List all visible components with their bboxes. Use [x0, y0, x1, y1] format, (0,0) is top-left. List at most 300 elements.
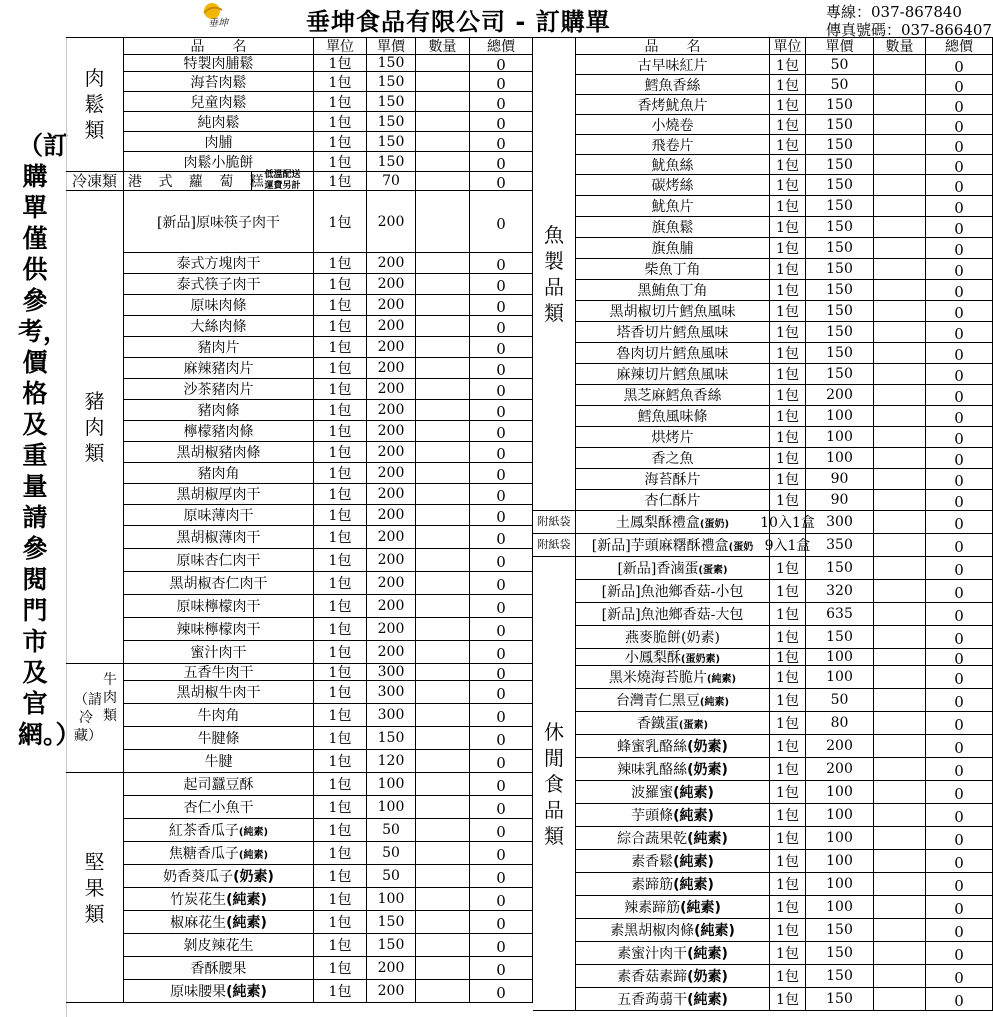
- unit-cell: 1包: [314, 295, 367, 316]
- price-cell: 150: [367, 112, 416, 132]
- price-cell: 200: [367, 484, 416, 505]
- product-name-text: [新品]魚池鄉香菇-大包: [601, 607, 744, 623]
- price-cell: 100: [806, 873, 874, 896]
- unit-cell: 1包: [314, 274, 367, 295]
- total-cell: 0: [470, 865, 533, 888]
- category-gift-bag-label: 附紙袋: [537, 515, 571, 528]
- right-table-row: [66, 427, 993, 448]
- product-name: [576, 490, 770, 511]
- total-cell: 0: [926, 735, 993, 758]
- diet-tag: (奶素): [687, 969, 728, 985]
- quantity-cell[interactable]: [874, 557, 926, 580]
- price-cell: 150: [806, 965, 874, 988]
- quantity-cell[interactable]: [874, 280, 926, 301]
- product-name-text: 塔香切片鱈魚風味: [616, 325, 729, 341]
- quantity-cell[interactable]: [874, 758, 926, 781]
- unit-cell: 1包: [314, 911, 367, 934]
- diet-tag: (純素): [238, 826, 269, 838]
- right-table-row: [66, 827, 993, 850]
- total-cell: 0: [470, 664, 533, 681]
- quantity-cell[interactable]: [874, 873, 926, 896]
- product-name-text: 竹炭花生: [170, 892, 227, 908]
- right-table-row: [66, 448, 993, 469]
- product-name: [576, 827, 770, 850]
- unit-cell: 1包: [770, 301, 806, 322]
- product-name-text: [新品]魚池鄉香菇-小包: [601, 584, 744, 600]
- product-name-text: 旗魚脯: [651, 241, 694, 257]
- quantity-cell[interactable]: [874, 988, 926, 1011]
- product-name: [576, 873, 770, 896]
- total-cell: 0: [470, 379, 533, 400]
- unit-cell: 1包: [314, 572, 367, 595]
- diet-tag: (純素): [226, 892, 267, 908]
- product-name-text: [新品]芋頭麻糬酥禮盒: [591, 538, 729, 554]
- product-name-text: 素蜜汁肉干: [617, 946, 688, 962]
- total-cell: 0: [926, 712, 993, 735]
- unit-cell: 1包: [770, 666, 806, 689]
- category-nuts-label: 堅果類: [84, 849, 105, 926]
- total-cell: 0: [926, 406, 993, 427]
- product-name-text: 奶香葵瓜子: [163, 869, 234, 885]
- product-name-text: 麻辣豬肉片: [183, 361, 254, 377]
- total-cell: 0: [926, 280, 993, 301]
- total-cell: 0: [470, 796, 533, 819]
- product-name: [576, 322, 770, 343]
- price-cell: 150: [806, 259, 874, 280]
- price-cell: 200: [367, 316, 416, 337]
- quantity-cell[interactable]: [874, 942, 926, 965]
- total-cell: 0: [470, 750, 533, 773]
- right-table-row: [66, 712, 993, 735]
- left-col-name-header: 品 名: [124, 37, 314, 55]
- product-name-text: 魷魚絲: [651, 157, 694, 174]
- unit-cell: 1包: [770, 873, 806, 896]
- price-cell: 300: [367, 681, 416, 704]
- total-cell: 0: [926, 175, 993, 196]
- quantity-cell[interactable]: [874, 965, 926, 988]
- total-cell: 0: [470, 980, 533, 1003]
- price-cell: 150: [367, 132, 416, 152]
- unit-cell: 1包: [770, 217, 806, 238]
- unit-cell: 1包: [314, 463, 367, 484]
- quantity-cell[interactable]: [874, 175, 926, 196]
- product-name-text: 杏仁小魚干: [183, 800, 254, 816]
- product-name-text: 辣味檸檬肉干: [176, 622, 261, 638]
- price-cell: 150: [806, 196, 874, 217]
- product-name-text: 烘烤片: [651, 430, 694, 446]
- unit-cell: 1包: [770, 712, 806, 735]
- total-cell: 0: [926, 626, 993, 649]
- total-cell: 0: [470, 819, 533, 842]
- unit-cell: 1包: [314, 980, 367, 1003]
- unit-cell: 1包: [314, 618, 367, 641]
- price-cell: 200: [367, 463, 416, 484]
- diet-tag: (蛋奶): [699, 518, 730, 530]
- total-cell: 0: [470, 112, 533, 132]
- unit-cell: 1包: [770, 896, 806, 919]
- quantity-cell[interactable]: [874, 364, 926, 385]
- price-cell: 100: [806, 827, 874, 850]
- hotline-number: 專線：037-867840: [826, 3, 962, 21]
- product-name: [576, 343, 770, 364]
- product-name: [576, 364, 770, 385]
- price-cell: 200: [367, 421, 416, 442]
- quantity-cell[interactable]: [874, 448, 926, 469]
- unit-cell: 1包: [314, 549, 367, 572]
- quantity-cell[interactable]: [874, 712, 926, 735]
- quantity-cell[interactable]: [874, 666, 926, 689]
- diet-tag: (純素): [673, 877, 714, 893]
- product-name-text: 素香鬆: [631, 854, 674, 870]
- product-name-text: 魷魚片: [651, 199, 694, 215]
- total-cell: 0: [470, 727, 533, 750]
- product-name-text: 旗魚鬆: [651, 220, 694, 236]
- side-note: （訂購單僅供參考，價格及重量請參閱門市及官網。）: [18, 131, 81, 749]
- price-cell: 80: [806, 712, 874, 735]
- quantity-cell[interactable]: [874, 689, 926, 712]
- price-cell: 200: [367, 295, 416, 316]
- product-name-text: 五香蒟蒻干: [617, 992, 688, 1008]
- right-table-row: [66, 804, 993, 827]
- product-name: [576, 689, 770, 712]
- product-name-text: 肉鬆小脆餅: [183, 154, 254, 171]
- quantity-cell[interactable]: [874, 301, 926, 322]
- category-frozen: [66, 172, 124, 191]
- category-beef-sub: 牛肉類: [103, 672, 117, 724]
- product-name-text: 海苔酥片: [644, 472, 701, 488]
- price-cell: 150: [367, 152, 416, 172]
- quantity-cell[interactable]: [874, 850, 926, 873]
- unit-cell: 1包: [314, 72, 367, 92]
- price-cell: 100: [367, 796, 416, 819]
- diet-tag: (純素): [687, 992, 728, 1008]
- product-name-text: 海苔肉鬆: [190, 74, 247, 91]
- quantity-cell[interactable]: [874, 896, 926, 919]
- right-table-row: [66, 175, 993, 196]
- product-name: [576, 649, 770, 666]
- unit-cell: 1包: [314, 379, 367, 400]
- unit-cell: 1包: [770, 238, 806, 259]
- quantity-cell[interactable]: [874, 469, 926, 490]
- product-name: [576, 666, 770, 689]
- quantity-cell[interactable]: [874, 115, 926, 135]
- product-name-text: 小鳳梨酥: [624, 650, 681, 666]
- quantity-cell[interactable]: [874, 919, 926, 942]
- quantity-cell[interactable]: [874, 95, 926, 115]
- price-cell: 150: [806, 364, 874, 385]
- quantity-cell[interactable]: [874, 155, 926, 175]
- quantity-cell[interactable]: [874, 580, 926, 603]
- diet-tag: (純素): [699, 696, 730, 708]
- total-cell: 0: [470, 842, 533, 865]
- unit-cell: 1包: [314, 704, 367, 727]
- right-table-row: [66, 758, 993, 781]
- right-table-row: [66, 364, 993, 385]
- product-name: [576, 75, 770, 95]
- price-cell: 150: [806, 135, 874, 155]
- total-cell: 0: [926, 95, 993, 115]
- price-cell: 320: [806, 580, 874, 603]
- product-name-text: 沙茶豬肉片: [183, 382, 254, 398]
- price-cell: 200: [367, 379, 416, 400]
- product-name-text: 五香牛肉干: [183, 665, 254, 681]
- right-table-row: [66, 322, 993, 343]
- price-cell: 200: [367, 253, 416, 274]
- product-name-text: 魯肉切片鱈魚風味: [616, 346, 729, 362]
- category-frozen-label: 冷凍類: [71, 172, 117, 190]
- total-cell: 0: [470, 337, 533, 358]
- quantity-cell[interactable]: [874, 511, 926, 534]
- product-name-text: 黑鮪魚丁角: [637, 283, 708, 299]
- quantity-cell[interactable]: [874, 427, 926, 448]
- quantity-cell[interactable]: [874, 735, 926, 758]
- price-cell: 70: [367, 172, 416, 191]
- price-cell: 150: [806, 988, 874, 1011]
- diet-tag: (純素): [687, 946, 728, 962]
- price-cell: 150: [806, 626, 874, 649]
- unit-cell: 1包: [314, 750, 367, 773]
- product-name: [576, 850, 770, 873]
- right-col-qty-header: 數量: [874, 37, 926, 55]
- quantity-cell[interactable]: [874, 259, 926, 280]
- unit-cell: 1包: [770, 448, 806, 469]
- quantity-cell[interactable]: [874, 406, 926, 427]
- product-name-text: 鱈魚香絲: [644, 77, 701, 94]
- total-cell: 0: [926, 689, 993, 712]
- total-cell: 0: [926, 115, 993, 135]
- quantity-cell[interactable]: [874, 649, 926, 666]
- price-cell: 200: [367, 980, 416, 1003]
- price-cell: 300: [367, 704, 416, 727]
- unit-cell: 1包: [314, 132, 367, 152]
- total-cell: 0: [926, 196, 993, 217]
- unit-cell: 1包: [770, 469, 806, 490]
- total-cell: 0: [470, 172, 533, 191]
- total-cell: 0: [470, 572, 533, 595]
- product-name-text: 肉脯: [204, 134, 233, 151]
- product-name: [576, 301, 770, 322]
- price-cell: 150: [806, 155, 874, 175]
- right-table-row: [66, 735, 993, 758]
- quantity-cell[interactable]: [874, 322, 926, 343]
- right-table-row: [66, 135, 993, 155]
- product-name: [576, 942, 770, 965]
- price-cell: 150: [806, 343, 874, 364]
- order-table: [66, 37, 993, 1017]
- quantity-cell[interactable]: [874, 534, 926, 557]
- price-cell: 150: [806, 942, 874, 965]
- right-table-row: [66, 196, 993, 217]
- quantity-cell[interactable]: [874, 626, 926, 649]
- total-cell: 0: [470, 316, 533, 337]
- product-name: [576, 965, 770, 988]
- quantity-cell[interactable]: [874, 781, 926, 804]
- price-cell: 200: [806, 735, 874, 758]
- product-name-text: 素香菇素蹄: [617, 969, 688, 985]
- product-name: [576, 427, 770, 448]
- unit-cell: 1包: [770, 557, 806, 580]
- unit-cell: 10入1盒: [770, 511, 806, 534]
- unit-cell: 1包: [770, 55, 806, 75]
- product-name-text: 椒麻花生: [170, 915, 227, 931]
- category-snacks-label: 休閒食品類: [544, 719, 564, 848]
- total-cell: 0: [926, 873, 993, 896]
- unit-cell: 1包: [314, 337, 367, 358]
- total-cell: 0: [470, 505, 533, 526]
- unit-cell: 1包: [770, 850, 806, 873]
- price-cell: 200: [367, 618, 416, 641]
- unit-cell: 1包: [314, 55, 367, 72]
- price-cell: 150: [806, 322, 874, 343]
- product-name: [576, 534, 770, 557]
- total-cell: 0: [926, 649, 993, 666]
- product-name-text: 原味檸檬肉干: [176, 599, 261, 615]
- product-name: [576, 988, 770, 1011]
- category-fish: [533, 37, 576, 511]
- quantity-cell[interactable]: [874, 135, 926, 155]
- price-cell: 150: [806, 217, 874, 238]
- product-name-text: 香烤魷魚片: [637, 97, 708, 114]
- price-cell: 50: [806, 689, 874, 712]
- quantity-cell[interactable]: [874, 603, 926, 626]
- product-name: [576, 896, 770, 919]
- unit-cell: 1包: [770, 175, 806, 196]
- price-cell: 120: [367, 750, 416, 773]
- unit-cell: 1包: [314, 727, 367, 750]
- right-col-name-header: 品 名: [576, 37, 770, 55]
- total-cell: 0: [470, 641, 533, 664]
- price-cell: 50: [367, 819, 416, 842]
- product-name-text: 純肉鬆: [197, 114, 240, 131]
- right-table-row: [66, 942, 993, 965]
- product-name-text: 起司蠶豆酥: [183, 777, 254, 793]
- right-table-row: [66, 580, 993, 603]
- unit-cell: 1包: [770, 804, 806, 827]
- product-name: [576, 280, 770, 301]
- unit-cell: 1包: [770, 115, 806, 135]
- quantity-cell[interactable]: [874, 343, 926, 364]
- quantity-cell[interactable]: [874, 804, 926, 827]
- right-table-row: [66, 280, 993, 301]
- quantity-cell[interactable]: [874, 827, 926, 850]
- company-logo-icon: [198, 0, 244, 30]
- product-name-text: 麻辣切片鱈魚風味: [616, 367, 729, 383]
- unit-cell: 1包: [314, 934, 367, 957]
- total-cell: 0: [470, 911, 533, 934]
- total-cell: 0: [926, 850, 993, 873]
- total-cell: 0: [926, 534, 993, 557]
- product-name-text: 辣素蹄筋: [624, 900, 681, 916]
- quantity-cell[interactable]: [874, 217, 926, 238]
- unit-cell: 1包: [314, 253, 367, 274]
- diet-tag: (奶素): [687, 762, 728, 778]
- product-name: [576, 135, 770, 155]
- price-cell: 200: [806, 758, 874, 781]
- product-name-text: 焦糖香瓜子: [168, 846, 239, 862]
- unit-cell: 1包: [314, 796, 367, 819]
- unit-cell: 1包: [770, 427, 806, 448]
- unit-cell: 1包: [314, 819, 367, 842]
- unit-cell: 1包: [770, 364, 806, 385]
- quantity-cell[interactable]: [874, 490, 926, 511]
- product-name-text: 泰式筷子肉干: [176, 277, 261, 293]
- unit-cell: 1包: [770, 280, 806, 301]
- product-name-text: 特製肉脯鬆: [183, 56, 254, 72]
- order-form-header: [66, 0, 993, 38]
- unit-cell: 1包: [314, 191, 367, 253]
- right-table-row: [66, 666, 993, 689]
- total-cell: 0: [926, 135, 993, 155]
- product-name: [576, 511, 770, 534]
- quantity-cell[interactable]: [874, 55, 926, 75]
- product-name-text: 黑胡椒薄肉干: [176, 530, 261, 546]
- price-cell: 100: [806, 850, 874, 873]
- product-name-text: 香鐵蛋: [636, 716, 679, 732]
- diet-tag: (純素): [680, 900, 721, 916]
- total-cell: 0: [470, 773, 533, 796]
- product-name: [576, 385, 770, 406]
- svg-text:垂坤: 垂坤: [208, 18, 228, 29]
- quantity-cell[interactable]: [874, 75, 926, 95]
- diet-tag: (蛋奶: [728, 541, 754, 553]
- unit-cell: 1包: [314, 957, 367, 980]
- category-gift-bag-2: [533, 534, 576, 557]
- right-table-row: [66, 95, 993, 115]
- left-col-total-header: 總價: [470, 37, 533, 55]
- diet-tag: (純素): [238, 849, 269, 861]
- total-cell: 0: [470, 888, 533, 911]
- right-table-row: [66, 511, 993, 534]
- quantity-cell[interactable]: [874, 385, 926, 406]
- unit-cell: 1包: [770, 75, 806, 95]
- price-cell: 150: [367, 911, 416, 934]
- unit-cell: 1包: [770, 196, 806, 217]
- product-name-text: 黑胡椒厚肉干: [176, 487, 261, 503]
- total-cell: 0: [470, 132, 533, 152]
- price-cell: 635: [806, 603, 874, 626]
- total-cell: 0: [926, 75, 993, 95]
- price-cell: 50: [367, 842, 416, 865]
- price-cell: 150: [806, 280, 874, 301]
- total-cell: 0: [926, 603, 993, 626]
- total-cell: 0: [470, 72, 533, 92]
- price-cell: 150: [367, 727, 416, 750]
- unit-cell: 1包: [314, 421, 367, 442]
- product-name-text: 黑芝麻鱈魚香絲: [623, 388, 722, 404]
- unit-cell: 1包: [770, 603, 806, 626]
- quantity-cell[interactable]: [874, 196, 926, 217]
- price-cell: 150: [806, 919, 874, 942]
- unit-cell: 1包: [314, 92, 367, 112]
- right-table-row: [66, 343, 993, 364]
- diet-tag: (純素): [673, 854, 714, 870]
- category-snacks: [533, 557, 576, 1011]
- unit-cell: 1包: [770, 919, 806, 942]
- price-cell: 200: [367, 595, 416, 618]
- price-cell: 200: [367, 957, 416, 980]
- right-table-row: [66, 896, 993, 919]
- price-cell: 90: [806, 490, 874, 511]
- total-cell: 0: [470, 526, 533, 549]
- quantity-cell[interactable]: [874, 238, 926, 259]
- total-cell: 0: [926, 238, 993, 259]
- product-name-text: 原味腰果: [170, 984, 227, 1000]
- price-cell: 50: [806, 55, 874, 75]
- right-table-row: [66, 626, 993, 649]
- right-table-row: [66, 689, 993, 712]
- frozen-delivery-note: 低溫配送運費另計: [252, 172, 314, 191]
- product-name: [576, 603, 770, 626]
